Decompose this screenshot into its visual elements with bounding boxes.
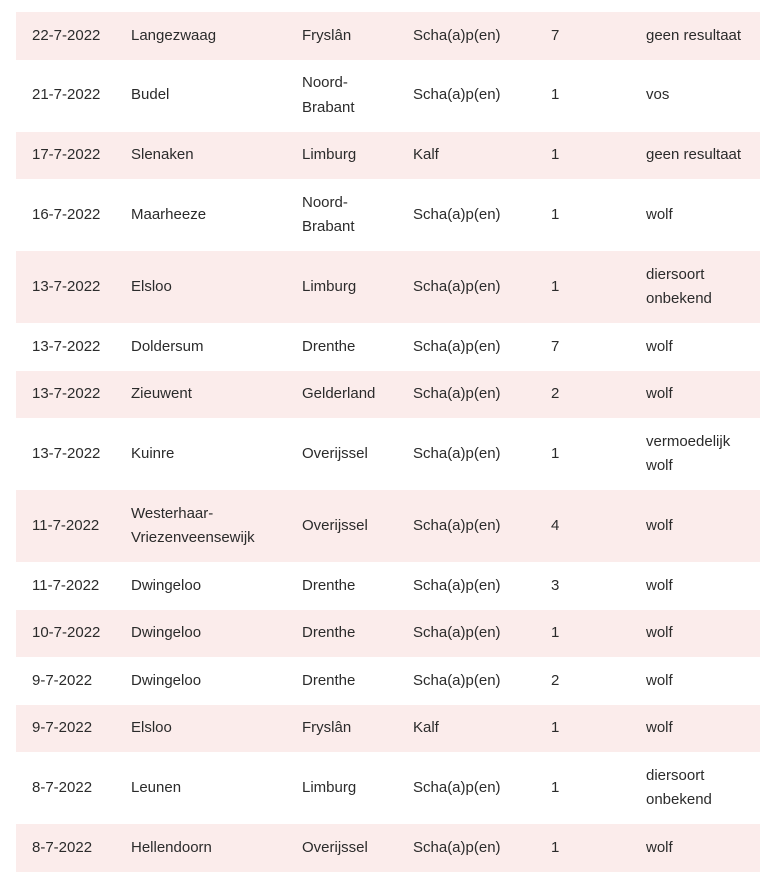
- result-cell: wolf: [646, 516, 673, 534]
- table-row: [16, 490, 760, 562]
- place-cell: Kuinre: [131, 444, 175, 462]
- date-cell: 16-7-2022: [32, 205, 101, 223]
- count-cell: 1: [551, 624, 560, 641]
- place-cell: Zieuwent: [131, 385, 192, 402]
- count-cell: 1: [551, 838, 560, 856]
- count-cell: 1: [551, 146, 560, 163]
- place-cell: Westerhaar-Vriezenveensewijk: [131, 504, 255, 546]
- place-cell: Elsloo: [131, 277, 172, 295]
- animal-cell: Scha(a)p(en): [413, 671, 501, 689]
- animal-cell: Scha(a)p(en): [413, 86, 501, 104]
- count-cell: 7: [551, 337, 560, 355]
- province-cell: Drenthe: [302, 671, 356, 689]
- animal-cell: Scha(a)p(en): [413, 337, 501, 355]
- place-cell: Leunen: [131, 778, 182, 796]
- place-cell: Maarheeze: [131, 205, 207, 223]
- result-cell: wolf: [646, 671, 673, 689]
- province-cell: Overijssel: [302, 444, 368, 462]
- province-cell: Drenthe: [302, 576, 356, 594]
- province-cell: Limburg: [302, 778, 357, 796]
- date-cell: 9-7-2022: [32, 719, 93, 736]
- table-row: [16, 132, 760, 180]
- animal-cell: Kalf: [413, 146, 439, 163]
- date-cell: 11-7-2022: [32, 576, 100, 594]
- date-cell: 8-7-2022: [32, 838, 93, 856]
- place-cell: Elsloo: [131, 719, 172, 736]
- province-cell: Fryslân: [302, 26, 352, 44]
- count-cell: 4: [551, 516, 560, 534]
- province-cell: Fryslân: [302, 719, 352, 736]
- date-cell: 11-7-2022: [32, 516, 100, 534]
- result-cell: geen resultaat: [646, 26, 742, 44]
- result-cell: vos: [646, 86, 670, 104]
- date-cell: 13-7-2022: [32, 444, 101, 462]
- province-cell: Gelderland: [302, 385, 376, 402]
- animal-cell: Scha(a)p(en): [413, 576, 501, 594]
- date-cell: 13-7-2022: [32, 337, 101, 355]
- animal-cell: Kalf: [413, 719, 439, 736]
- count-cell: 1: [551, 719, 560, 736]
- table-row: [16, 179, 760, 251]
- table-row: [16, 371, 760, 419]
- count-cell: 1: [551, 277, 560, 295]
- place-cell: Dwingeloo: [131, 576, 202, 594]
- count-cell: 7: [551, 26, 560, 44]
- count-cell: 3: [551, 576, 560, 594]
- province-cell: Noord-Brabant: [302, 74, 355, 116]
- animal-cell: Scha(a)p(en): [413, 26, 501, 44]
- date-cell: 17-7-2022: [32, 146, 101, 163]
- result-cell: geen resultaat: [646, 146, 742, 163]
- animal-cell: Scha(a)p(en): [413, 838, 501, 856]
- province-cell: Limburg: [302, 277, 357, 295]
- count-cell: 2: [551, 671, 560, 689]
- animal-cell: Scha(a)p(en): [413, 385, 501, 402]
- table-row: [16, 251, 760, 323]
- count-cell: 1: [551, 86, 560, 104]
- place-cell: Slenaken: [131, 146, 194, 163]
- count-cell: 1: [551, 205, 560, 223]
- result-cell: wolf: [646, 205, 673, 223]
- place-cell: Budel: [131, 86, 170, 104]
- place-cell: Langezwaag: [131, 26, 217, 44]
- result-cell: wolf: [646, 576, 673, 594]
- table-row: [16, 824, 760, 872]
- table-row: [16, 12, 760, 60]
- date-cell: 21-7-2022: [32, 86, 101, 104]
- animal-cell: Scha(a)p(en): [413, 277, 501, 295]
- place-cell: Dwingeloo: [131, 624, 202, 641]
- date-cell: 13-7-2022: [32, 385, 101, 402]
- animal-cell: Scha(a)p(en): [413, 624, 501, 641]
- date-cell: 8-7-2022: [32, 778, 93, 796]
- place-cell: Hellendoorn: [131, 838, 212, 856]
- table-row: [16, 657, 760, 705]
- result-cell: wolf: [646, 624, 673, 641]
- animal-cell: Scha(a)p(en): [413, 778, 501, 796]
- result-cell: diersoort onbekend: [646, 265, 712, 307]
- count-cell: 1: [551, 778, 560, 796]
- incidents-table: [16, 12, 760, 872]
- province-cell: Overijssel: [302, 838, 368, 856]
- animal-cell: Scha(a)p(en): [413, 516, 501, 534]
- table-row: [16, 323, 760, 371]
- result-cell: vermoedelijk wolf: [646, 432, 731, 474]
- result-cell: wolf: [646, 838, 673, 856]
- province-cell: Limburg: [302, 146, 357, 163]
- result-cell: wolf: [646, 385, 673, 402]
- province-cell: Noord-Brabant: [302, 193, 355, 235]
- date-cell: 22-7-2022: [32, 26, 101, 44]
- count-cell: 2: [551, 385, 560, 402]
- table-row: [16, 562, 760, 610]
- result-cell: wolf: [646, 719, 673, 736]
- table-row: [16, 60, 760, 132]
- province-cell: Drenthe: [302, 337, 356, 355]
- date-cell: 9-7-2022: [32, 671, 93, 689]
- table-row: [16, 752, 760, 824]
- date-cell: 13-7-2022: [32, 277, 101, 295]
- date-cell: 10-7-2022: [32, 624, 101, 641]
- result-cell: wolf: [646, 337, 673, 355]
- table-row: [16, 418, 760, 490]
- result-cell: diersoort onbekend: [646, 766, 712, 808]
- province-cell: Overijssel: [302, 516, 368, 534]
- table-row: [16, 705, 760, 753]
- animal-cell: Scha(a)p(en): [413, 444, 501, 462]
- place-cell: Dwingeloo: [131, 671, 202, 689]
- place-cell: Doldersum: [131, 337, 204, 355]
- table-row: [16, 610, 760, 658]
- province-cell: Drenthe: [302, 624, 356, 641]
- animal-cell: Scha(a)p(en): [413, 205, 501, 223]
- count-cell: 1: [551, 444, 560, 462]
